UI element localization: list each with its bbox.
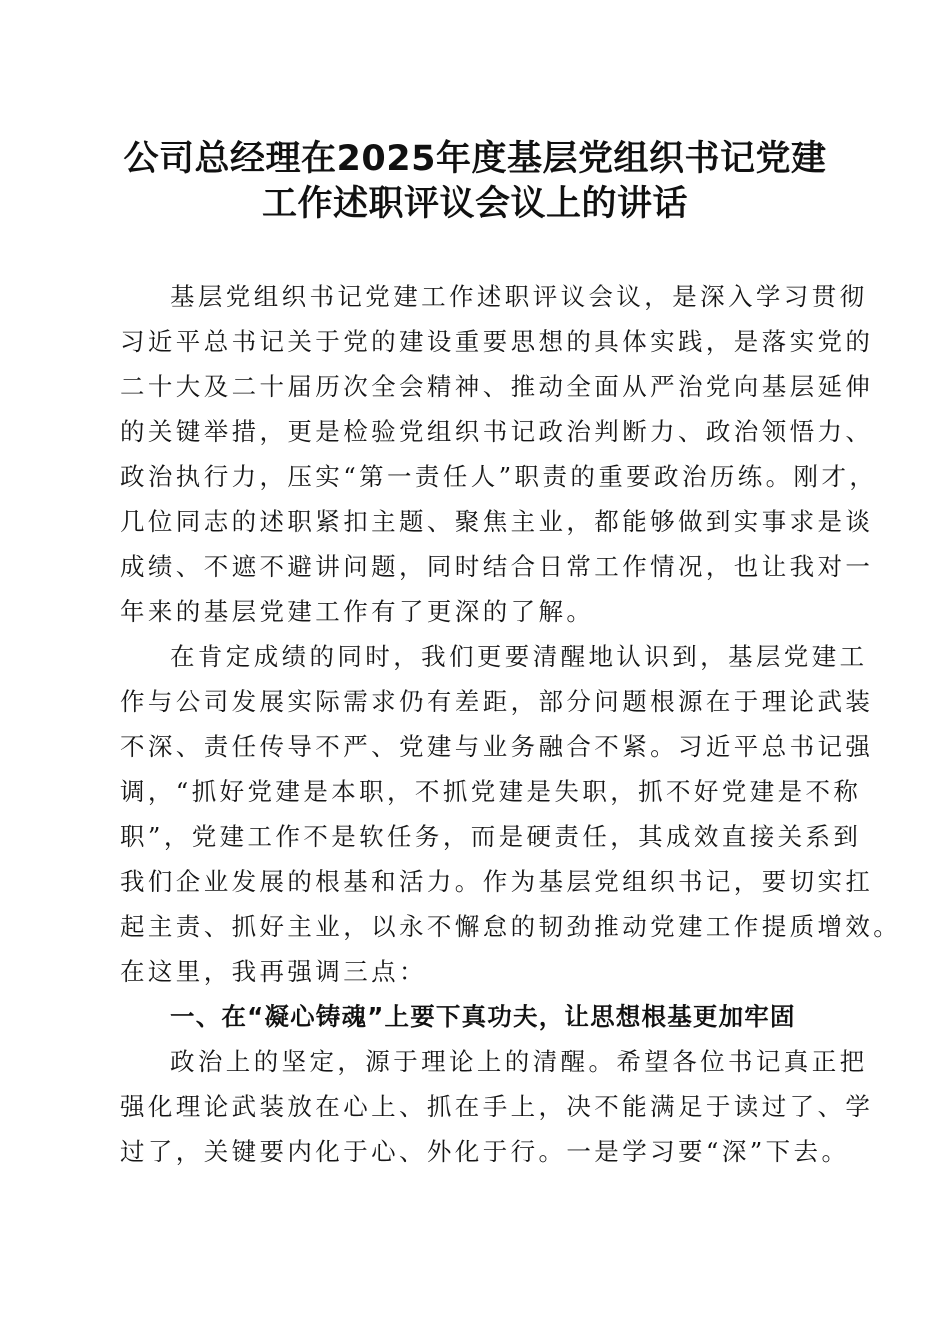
body-line-14: 我们企业发展的根基和活力。作为基层党组织书记，要切实扛 bbox=[120, 867, 874, 896]
body-line-1: 基层党组织书记党建工作述职评议会议，是深入学习贯彻 bbox=[170, 282, 868, 311]
body-line-7: 成绩、不遮不避讲问题，同时结合日常工作情况，也让我对一 bbox=[120, 552, 874, 581]
section-heading-1: 一、在“凝心铸魂”上要下真功夫，让思想根基更加牢固 bbox=[170, 1002, 796, 1031]
body-line-3: 二十大及二十届历次全会精神、推动全面从严治党向基层延伸 bbox=[120, 372, 874, 401]
document-title-line-2: 工作述职评议会议上的讲话 bbox=[261, 184, 688, 224]
body-line-19: 强化理论武装放在心上、抓在手上，决不能满足于读过了、学 bbox=[120, 1092, 874, 1121]
body-line-11: 不深、责任传导不严、党建与业务融合不紧。习近平总书记强 bbox=[120, 732, 874, 761]
body-line-12: 调，“抓好党建是本职，不抓党建是失职，抓不好党建是不称 bbox=[120, 777, 862, 806]
body-line-18: 政治上的坚定，源于理论上的清醒。希望各位书记真正把 bbox=[170, 1047, 868, 1076]
body-line-13: 职”，党建工作不是软任务，而是硬责任，其成效直接关系到 bbox=[120, 822, 862, 851]
body-line-6: 几位同志的述职紧扣主题、聚焦主业，都能够做到实事求是谈 bbox=[120, 507, 874, 536]
body-line-5: 政治执行力，压实“第一责任人”职责的重要政治历练。刚才， bbox=[120, 462, 878, 491]
body-line-20: 过了，关键要内化于心、外化于行。一是学习要“深”下去。 bbox=[120, 1137, 850, 1166]
body-line-9: 在肯定成绩的同时，我们更要清醒地认识到，基层党建工 bbox=[170, 642, 868, 671]
body-line-4: 的关键举措，更是检验党组织书记政治判断力、政治领悟力、 bbox=[120, 417, 874, 446]
document-title-line-1: 公司总经理在2025年度基层党组织书记党建 bbox=[123, 139, 827, 179]
body-line-8: 年来的基层党建工作有了更深的了解。 bbox=[120, 597, 595, 626]
body-line-10: 作与公司发展实际需求仍有差距，部分问题根源在于理论武装 bbox=[120, 687, 874, 716]
body-line-15: 起主责、抓好主业，以永不懈怠的韧劲推动党建工作提质增效。 bbox=[120, 912, 902, 941]
body-line-16: 在这里，我再强调三点： bbox=[120, 957, 427, 986]
body-line-2: 习近平总书记关于党的建设重要思想的具体实践，是落实党的 bbox=[120, 327, 874, 356]
